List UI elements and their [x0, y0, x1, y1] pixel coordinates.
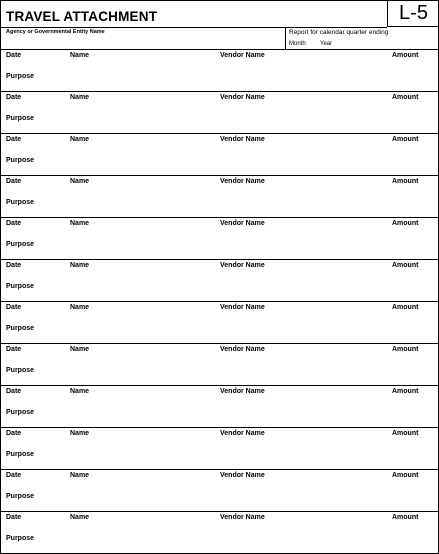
vendor-name-field[interactable]: Vendor Name — [220, 220, 265, 227]
purpose-field[interactable]: Purpose — [6, 73, 35, 80]
amount-field[interactable]: Amount — [392, 514, 419, 521]
vendor-name-field[interactable]: Vendor Name — [220, 472, 265, 479]
date-field[interactable]: Date — [6, 136, 22, 143]
purpose-field[interactable]: Purpose — [6, 325, 35, 332]
date-field[interactable]: Date — [6, 346, 22, 353]
purpose-field[interactable]: Purpose — [6, 451, 35, 458]
amount-field[interactable]: Amount — [392, 472, 419, 479]
vendor-name-field[interactable]: Vendor Name — [220, 136, 265, 143]
purpose-field[interactable]: Purpose — [6, 241, 35, 248]
name-field[interactable]: Name — [70, 304, 90, 311]
name-field[interactable]: Name — [70, 136, 90, 143]
travel-entry-row — [1, 512, 438, 554]
vendor-name-field[interactable]: Vendor Name — [220, 94, 265, 101]
date-field[interactable]: Date — [6, 262, 22, 269]
name-field[interactable]: Name — [70, 52, 90, 59]
date-field[interactable]: Date — [6, 388, 22, 395]
date-field[interactable]: Date — [6, 514, 22, 521]
amount-field[interactable]: Amount — [392, 304, 419, 311]
amount-field[interactable]: Amount — [392, 346, 419, 353]
purpose-field[interactable]: Purpose — [6, 535, 35, 542]
purpose-field[interactable]: Purpose — [6, 283, 35, 290]
vendor-name-field[interactable]: Vendor Name — [220, 388, 265, 395]
quarter-ending-label: Report for calendar quarter ending — [289, 29, 389, 36]
purpose-field[interactable]: Purpose — [6, 367, 35, 374]
vendor-name-field[interactable]: Vendor Name — [220, 262, 265, 269]
name-field[interactable]: Name — [70, 346, 90, 353]
date-field[interactable]: Date — [6, 472, 22, 479]
amount-field[interactable]: Amount — [392, 94, 419, 101]
amount-field[interactable]: Amount — [392, 262, 419, 269]
name-field[interactable]: Name — [70, 178, 90, 185]
date-field[interactable]: Date — [6, 304, 22, 311]
amount-field[interactable]: Amount — [392, 388, 419, 395]
name-field[interactable]: Name — [70, 94, 90, 101]
form-code-box — [387, 1, 439, 27]
header-row — [1, 27, 438, 50]
travel-entry-row — [1, 218, 438, 260]
travel-entry-row — [1, 428, 438, 470]
agency-name-field[interactable]: Agency or Governmental Entity Name — [6, 29, 105, 35]
purpose-field[interactable]: Purpose — [6, 199, 35, 206]
purpose-field[interactable]: Purpose — [6, 115, 35, 122]
form-title: TRAVEL ATTACHMENT — [6, 9, 158, 24]
vendor-name-field[interactable]: Vendor Name — [220, 430, 265, 437]
name-field[interactable]: Name — [70, 430, 90, 437]
date-field[interactable]: Date — [6, 430, 22, 437]
amount-field[interactable]: Amount — [392, 430, 419, 437]
month-field[interactable]: Month — [289, 41, 306, 47]
name-field[interactable]: Name — [70, 514, 90, 521]
travel-entry-row — [1, 134, 438, 176]
travel-entry-row — [1, 386, 438, 428]
vendor-name-field[interactable]: Vendor Name — [220, 304, 265, 311]
vendor-name-field[interactable]: Vendor Name — [220, 178, 265, 185]
travel-entry-row — [1, 470, 438, 512]
travel-entry-row — [1, 50, 438, 92]
purpose-field[interactable]: Purpose — [6, 409, 35, 416]
name-field[interactable]: Name — [70, 472, 90, 479]
year-field[interactable]: Year — [320, 41, 333, 47]
travel-entry-row — [1, 302, 438, 344]
vendor-name-field[interactable]: Vendor Name — [220, 514, 265, 521]
travel-entry-row — [1, 92, 438, 134]
form-code: L-5 — [399, 2, 428, 24]
travel-entry-row — [1, 176, 438, 218]
travel-entry-row — [1, 260, 438, 302]
date-field[interactable]: Date — [6, 178, 22, 185]
date-field[interactable]: Date — [6, 94, 22, 101]
amount-field[interactable]: Amount — [392, 178, 419, 185]
vendor-name-field[interactable]: Vendor Name — [220, 52, 265, 59]
date-field[interactable]: Date — [6, 220, 22, 227]
date-field[interactable]: Date — [6, 52, 22, 59]
amount-field[interactable]: Amount — [392, 220, 419, 227]
name-field[interactable]: Name — [70, 220, 90, 227]
purpose-field[interactable]: Purpose — [6, 493, 35, 500]
vendor-name-field[interactable]: Vendor Name — [220, 346, 265, 353]
purpose-field[interactable]: Purpose — [6, 157, 35, 164]
header-divider — [285, 27, 286, 50]
amount-field[interactable]: Amount — [392, 52, 419, 59]
travel-entry-row — [1, 344, 438, 386]
name-field[interactable]: Name — [70, 262, 90, 269]
name-field[interactable]: Name — [70, 388, 90, 395]
amount-field[interactable]: Amount — [392, 136, 419, 143]
